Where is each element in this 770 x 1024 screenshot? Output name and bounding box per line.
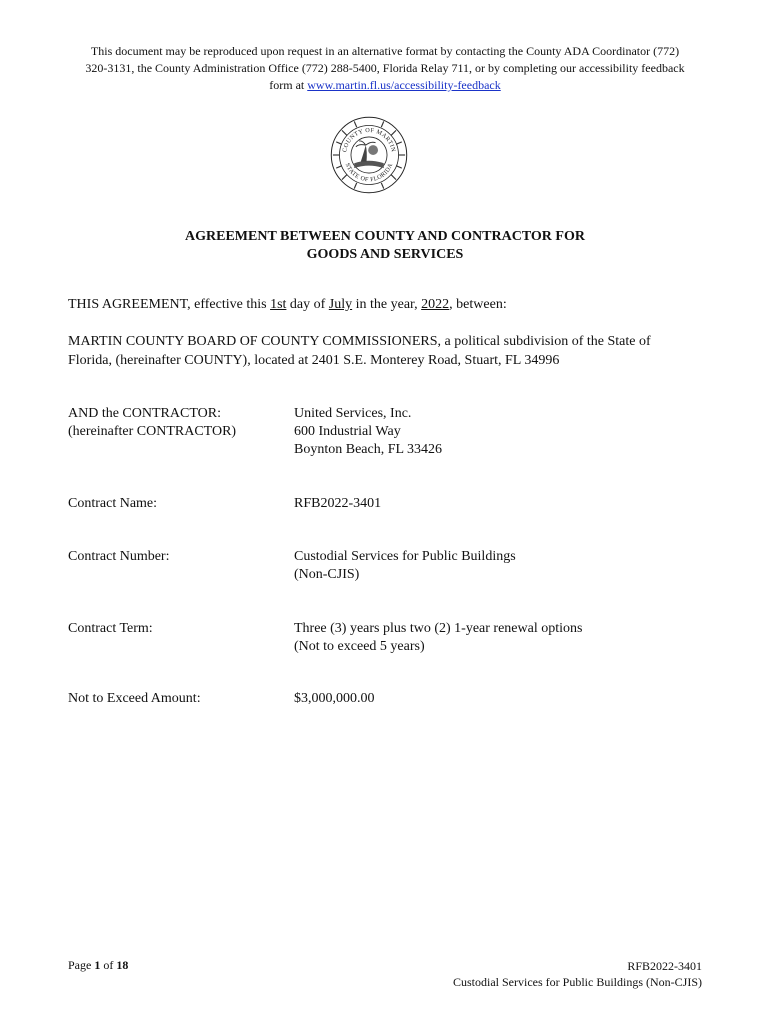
county-line-2: Florida, (hereinafter COUNTY), located at 2401 S.E. Monterey Road, Stuart, FL 34996 (68, 353, 560, 368)
page-current: 1 (94, 958, 101, 972)
effective-month: July (328, 297, 353, 312)
field-value-line-1: Three (3) years plus two (2) 1-year renewal options (294, 621, 583, 636)
effective-suffix: , between: (449, 297, 507, 312)
contractor-value (294, 405, 714, 459)
contractor-address-1: 600 Industrial Way (294, 424, 401, 439)
page-prefix: Page (68, 958, 95, 972)
page-number (68, 958, 128, 973)
notice-line-2: 320-3131, the County Administration Office (772) 288-5400, Florida Relay 711, or by completing our accessibility feedback (85, 61, 685, 75)
contractor-address-2: Boynton Beach, FL 33426 (294, 442, 443, 457)
field-label: Contract Term: (68, 621, 153, 636)
title-line-1: AGREEMENT BETWEEN COUNTY AND CONTRACTOR FOR (185, 229, 585, 244)
seal-bottom-text: STATE OF FLORIDA (343, 162, 395, 184)
seal-top-text: COUNTY OF MARTIN (342, 127, 396, 153)
footer-document-info (453, 958, 702, 990)
county-paragraph (68, 332, 708, 370)
effective-day: 1st (270, 297, 287, 312)
effective-year: 2022 (421, 297, 450, 312)
page-mid: of (100, 958, 117, 972)
effective-prefix: THIS AGREEMENT, effective this (68, 297, 271, 312)
effective-mid-2: in the year, (352, 297, 422, 312)
field-value-line-1: $3,000,000.00 (294, 691, 375, 706)
title-line-2: GOODS AND SERVICES (306, 247, 464, 262)
field-label: Contract Number: (68, 549, 170, 564)
accessibility-feedback-link[interactable]: www.martin.fl.us/accessibility-feedback (307, 78, 501, 92)
contractor-label (68, 405, 288, 441)
field-value-line-2: (Not to exceed 5 years) (294, 639, 425, 654)
contractor-label-line-1: AND the CONTRACTOR: (68, 406, 221, 421)
contractor-label-line-2: (hereinafter CONTRACTOR) (68, 424, 237, 439)
effective-date-paragraph (68, 295, 708, 314)
notice-line-1: This document may be reproduced upon request in an alternative format by contacting the County ADA Coordinator (772) (90, 44, 680, 58)
field-label: Contract Name: (68, 496, 158, 511)
footer-doc-title: Custodial Services for Public Buildings (Non-CJIS) (453, 975, 702, 989)
footer-doc-id: RFB2022-3401 (627, 959, 702, 973)
agreement-title (60, 228, 710, 264)
county-seal-icon (328, 114, 410, 196)
field-value (294, 690, 714, 708)
field-value-line-1: Custodial Services for Public Buildings (294, 549, 516, 564)
notice-line-3 (40, 77, 730, 94)
field-value (294, 548, 714, 584)
field-label: Not to Exceed Amount: (68, 691, 201, 706)
effective-mid-1: day of (286, 297, 329, 312)
field-value (294, 620, 714, 656)
page-total: 18 (116, 958, 129, 972)
county-line-1: MARTIN COUNTY BOARD OF COUNTY COMMISSIONERS, a political subdivision of the State of (68, 334, 651, 349)
field-value-line-1: RFB2022-3401 (294, 496, 382, 511)
field-value (294, 495, 714, 513)
accessibility-notice (40, 43, 730, 94)
notice-line-3-prefix: form at (269, 78, 308, 92)
contractor-name: United Services, Inc. (294, 406, 412, 421)
field-value-line-2: (Non-CJIS) (294, 567, 360, 582)
